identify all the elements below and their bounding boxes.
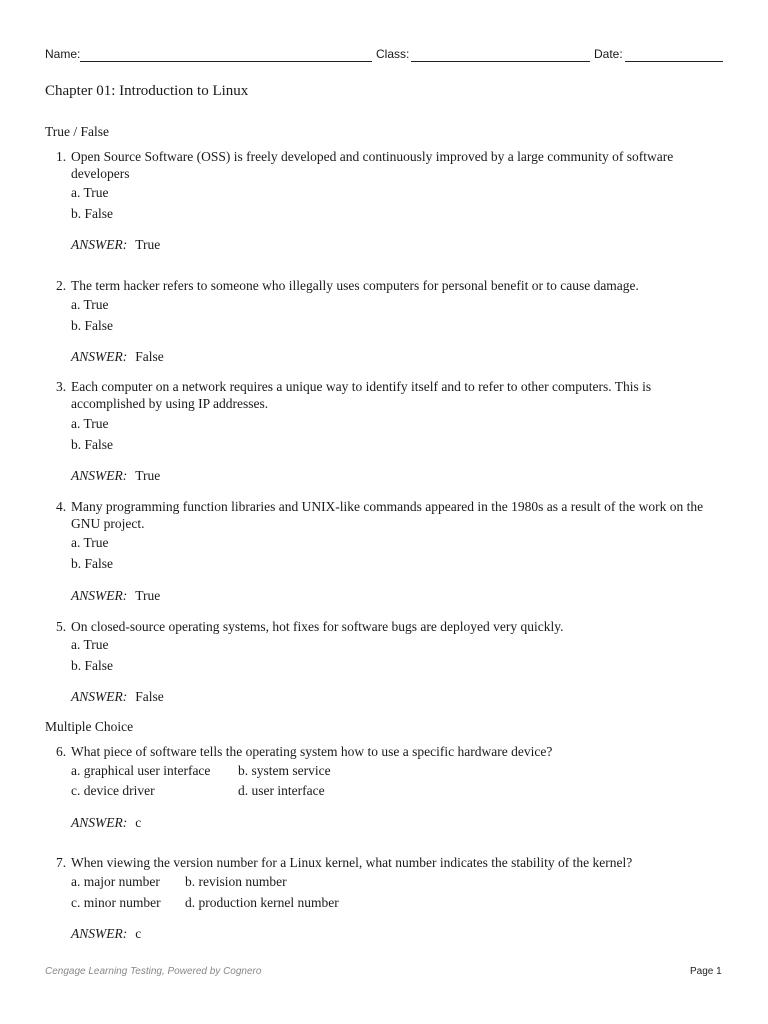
question-5	[56, 618, 726, 635]
answer-4	[71, 588, 160, 604]
answer-label: ANSWER:	[71, 468, 128, 483]
option-a[interactable]: a. True	[71, 185, 109, 200]
section-multiple-choice: Multiple Choice	[45, 719, 134, 734]
question-6	[56, 743, 726, 760]
option-d[interactable]: d. production kernel number	[185, 895, 339, 910]
question-4	[56, 498, 726, 532]
question-stem: On closed-source operating systems, hot fixes for software bugs are deployed very quickly.	[71, 619, 564, 634]
question-number: 3.	[56, 379, 67, 394]
question-stem: Many programming function libraries and UNIX-like commands appeared in the 1980s as a result of the work on the GNU project.	[71, 499, 704, 531]
option-b[interactable]: b. False	[71, 206, 113, 221]
question-stem: Open Source Software (OSS) is freely developed and continuously improved by a large community of software developers	[71, 149, 674, 181]
question-number: 5.	[56, 619, 67, 634]
answer-value: False	[135, 689, 164, 704]
option-a[interactable]: a. major number	[71, 874, 160, 889]
answer-5	[71, 689, 164, 705]
option-a[interactable]: a. True	[71, 297, 109, 312]
name-label: Name:	[45, 47, 81, 61]
answer-1	[71, 237, 160, 253]
option-c[interactable]: c. device driver	[71, 783, 155, 798]
question-number: 6.	[56, 744, 67, 759]
class-label: Class:	[376, 47, 410, 61]
answer-value: c	[135, 815, 142, 830]
answer-label: ANSWER:	[71, 349, 128, 364]
page-number: Page 1	[690, 966, 722, 977]
question-number: 1.	[56, 149, 67, 164]
option-a[interactable]: a. True	[71, 535, 109, 550]
question-2	[56, 277, 726, 294]
option-b[interactable]: b. revision number	[185, 874, 287, 889]
answer-value: c	[135, 926, 142, 941]
answer-label: ANSWER:	[71, 588, 128, 603]
question-number: 4.	[56, 499, 67, 514]
option-c[interactable]: c. minor number	[71, 895, 161, 910]
question-7	[56, 854, 726, 871]
option-b[interactable]: b. system service	[238, 763, 331, 778]
question-stem: What piece of software tells the operating system how to use a specific hardware device?	[71, 744, 553, 759]
answer-label: ANSWER:	[71, 237, 128, 252]
name-field[interactable]	[80, 61, 372, 62]
answer-value: False	[135, 349, 164, 364]
answer-7	[71, 926, 141, 942]
section-true-false: True / False	[45, 124, 110, 139]
question-stem: When viewing the version number for a Linux kernel, what number indicates the stability of the kernel?	[71, 855, 633, 870]
footer-credit: Cengage Learning Testing, Powered by Cognero	[45, 966, 262, 977]
option-b[interactable]: b. False	[71, 437, 113, 452]
option-d[interactable]: d. user interface	[238, 783, 325, 798]
option-a[interactable]: a. True	[71, 637, 109, 652]
option-b[interactable]: b. False	[71, 556, 113, 571]
question-number: 2.	[56, 278, 67, 293]
answer-3	[71, 468, 160, 484]
option-b[interactable]: b. False	[71, 658, 113, 673]
date-field[interactable]	[625, 61, 723, 62]
option-b[interactable]: b. False	[71, 318, 113, 333]
question-3	[56, 378, 726, 412]
question-number: 7.	[56, 855, 67, 870]
answer-label: ANSWER:	[71, 689, 128, 704]
option-a[interactable]: a. True	[71, 416, 109, 431]
class-field[interactable]	[411, 61, 590, 62]
answer-value: True	[135, 588, 161, 603]
answer-label: ANSWER:	[71, 815, 128, 830]
question-1	[56, 148, 726, 182]
question-stem: The term hacker refers to someone who illegally uses computers for personal benefit or to cause damage.	[71, 278, 639, 293]
answer-2	[71, 349, 164, 365]
answer-label: ANSWER:	[71, 926, 128, 941]
answer-6	[71, 815, 141, 831]
answer-value: True	[135, 237, 161, 252]
chapter-title: Chapter 01: Introduction to Linux	[45, 83, 249, 99]
question-stem: Each computer on a network requires a unique way to identify itself and to refer to other computers. This is accomplished by using IP addresses.	[71, 379, 652, 411]
date-label: Date:	[594, 47, 623, 61]
option-a[interactable]: a. graphical user interface	[71, 763, 211, 778]
answer-value: True	[135, 468, 161, 483]
